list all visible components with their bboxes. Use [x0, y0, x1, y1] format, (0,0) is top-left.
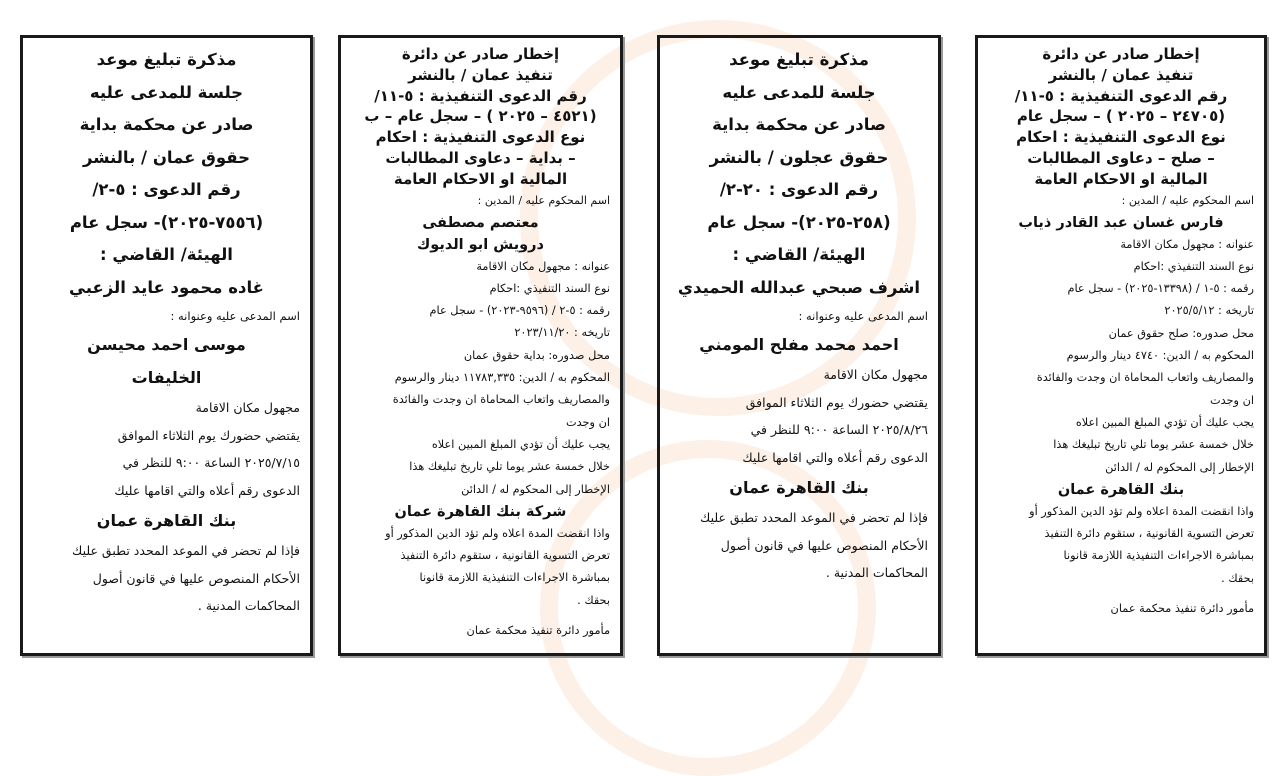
spacer [351, 612, 610, 620]
notice-text-line: الإخطار إلى المحكوم له / الدائن [461, 482, 610, 496]
notice-text-line: ٢٠٢٥/٧/١٥ الساعة ٩:٠٠ للنظر في [122, 455, 300, 470]
notice-heading-line: مذكرة تبليغ موعد [729, 50, 869, 69]
notice-text-line: تاريخه : ٢٠٢٥/٥/١٢ [1164, 304, 1254, 318]
notice-text-line: الدعوى رقم أعلاه والتي اقامها عليك [742, 449, 928, 465]
notice-text-line: واذا انقضت المدة اعلاه ولم تؤد الدين المذكور أو [1029, 504, 1254, 518]
notice-text-line: ان وجدت [565, 415, 610, 429]
notice-text-line: ان وجدت [1209, 393, 1254, 407]
notice-text-line: رقمه : ٥-١ / (١٣٣٩٨-٢٠٢٥) - سجل عام [1067, 282, 1254, 296]
notice-heading-line: إخطار صادر عن دائرة [1042, 45, 1200, 63]
notice-text-line: محل صدوره: صلح حقوق عمان [1108, 326, 1254, 340]
notice-heading-line: حقوق عجلون / بالنشر [709, 147, 889, 167]
notice-text-line: مجهول مكان الاقامة [195, 400, 300, 415]
notice-text-line: نوع السند التنفيذي :احكام [489, 281, 610, 295]
notice-heading-line: – بداية – دعاوى المطالبات [385, 148, 576, 167]
notice-heading-line: المالية او الاحكام العامة [1034, 169, 1208, 188]
notice-text-line: المحاكمات المدنية . [825, 565, 928, 580]
party-name: معتصم مصطفى [422, 214, 539, 231]
notice-text-line: بمباشرة الاجراءات التنفيذية اللازمة قانونا [419, 571, 610, 585]
notice-text-line: بحقك . [577, 593, 610, 607]
court-notice-hearing-ajloun [657, 35, 941, 656]
notice-heading-line: جلسة للمدعى عليه [89, 82, 244, 102]
notice-text-line: يجب عليك أن تؤدي المبلغ المبين اعلاه [431, 437, 610, 451]
notice-heading-line: تنفيذ عمان / بالنشر [408, 65, 553, 84]
notice-heading-line: الهيئة/ القاضي : [100, 245, 233, 264]
party-name: الخليفات [131, 368, 202, 387]
party-name: احمد محمد مفلح المومني [699, 335, 899, 354]
notice-heading-line: رقم الدعوى التنفيذية : ٥-١١/ [374, 86, 587, 105]
notice-heading-line: مذكرة تبليغ موعد [96, 50, 237, 69]
notice-heading-line: رقم الدعوى : ٥-٢/ [92, 180, 241, 199]
notice-text-line: تعرض التسوية القانونية ، ستقوم دائرة التنفيذ [400, 549, 610, 563]
notice-text-line: الأحكام المنصوص عليها في قانون أصول [720, 537, 928, 553]
execution-notice-fares [975, 35, 1267, 656]
notice-heading-line: رقم الدعوى التنفيذية : ٥-١١/ [1014, 86, 1228, 105]
notice-text-line: بحقك . [1221, 571, 1254, 585]
party-name: بنك القاهرة عمان [729, 478, 869, 497]
party-name: بنك القاهرة عمان [96, 511, 237, 530]
notice-heading-line: جلسة للمدعى عليه [722, 82, 876, 102]
notice-text-line: المحكوم به / الدين: ١١٧٨٣,٣٣٥ دينار والرسوم [394, 371, 610, 385]
notice-text-line: والمصاريف واتعاب المحاماة ان وجدت والفائدة [392, 393, 610, 407]
notice-heading-line: (٤٥٢١ – ٢٠٢٥ ) – سجل عام – ب [364, 107, 597, 126]
notice-heading-line: غاده محمود عايد الزعبي [69, 277, 264, 297]
notice-text-line: المحاكمات المدنية . [197, 598, 300, 613]
party-name: فارس غسان عبد القادر ذياب [1018, 214, 1224, 231]
execution-notice-motasem [338, 35, 623, 656]
notice-text-line: الإخطار إلى المحكوم له / الدائن [1105, 460, 1254, 474]
field-label: اسم المدعى عليه وعنوانه : [170, 309, 300, 323]
party-name: موسى احمد محيسن [87, 335, 246, 354]
notice-text-line: عنوانه : مجهول مكان الاقامة [1120, 237, 1254, 251]
notice-text-line: رقمه : ٥-٢ / (٩٥٩٦-٢٠٢٣) - سجل عام [429, 304, 610, 318]
notice-heading-line: (٢٤٧٠٥ – ٢٠٢٥ ) – سجل عام [1016, 107, 1226, 126]
notice-heading-line: حقوق عمان / بالنشر [82, 147, 251, 167]
party-name: درويش ابو الديوك [417, 236, 544, 253]
court-notice-hearing-amman [20, 35, 313, 656]
notice-heading-line: اشرف صبحي عبدالله الحميدي [677, 277, 921, 297]
field-label: اسم المحكوم عليه / المدين : [477, 193, 610, 207]
notice-heading-line: المالية او الاحكام العامة [393, 169, 568, 188]
spacer [988, 590, 1254, 598]
notice-text-line: مجهول مكان الاقامة [823, 367, 928, 382]
notice-heading-line: إخطار صادر عن دائرة [401, 45, 560, 63]
notice-heading-line: – صلح – دعاوى المطالبات [1027, 148, 1215, 167]
notice-text-line: واذا انقضت المدة اعلاه ولم تؤد الدين المذكور أو [385, 526, 610, 540]
notice-heading-line: تنفيذ عمان / بالنشر [1048, 65, 1194, 84]
notice-text-line: مأمور دائرة تنفيذ محكمة عمان [1110, 602, 1254, 616]
notice-heading-line: رقم الدعوى : ٢٠-٢/ [719, 180, 879, 199]
field-label: اسم المدعى عليه وعنوانه : [798, 309, 928, 323]
notice-text-line: ٢٠٢٥/٨/٢٦ الساعة ٩:٠٠ للنظر في [750, 422, 928, 437]
notice-text-line: تعرض التسوية القانونية ، ستقوم دائرة التنفيذ [1044, 527, 1254, 541]
notice-text-line: تاريخه : ٢٠٢٣/١١/٢٠ [514, 326, 610, 340]
notice-text-line: عنوانه : مجهول مكان الاقامة [476, 259, 610, 273]
notice-text-line: بمباشرة الاجراءات التنفيذية اللازمة قانونا [1063, 549, 1254, 563]
notice-text-line: المحكوم به / الدين: ٤٧٤٠ دينار والرسوم [1066, 349, 1254, 363]
notice-text-line: نوع السند التنفيذي :احكام [1133, 259, 1254, 273]
notice-text-line: الدعوى رقم أعلاه والتي اقامها عليك [114, 482, 300, 498]
notice-text-line: خلال خمسة عشر يوما تلي تاريخ تبليغك هذا [1053, 438, 1254, 452]
field-label: اسم المحكوم عليه / المدين : [1121, 193, 1254, 207]
party-name: شركة بنك القاهرة عمان [394, 503, 567, 520]
notice-text-line: مأمور دائرة تنفيذ محكمة عمان [466, 624, 610, 638]
notice-heading-line: صادر عن محكمة بداية [79, 115, 254, 134]
notice-text-line: خلال خمسة عشر يوما تلي تاريخ تبليغك هذا [409, 460, 610, 474]
notice-heading-line: نوع الدعوى التنفيذية : احكام [375, 128, 586, 147]
notice-text-line: الأحكام المنصوص عليها في قانون أصول [92, 570, 300, 586]
notice-heading-line: (٢٥٨-٢٠٢٥)- سجل عام [707, 212, 891, 232]
notice-text-line: يقتضي حضورك يوم الثلاثاء الموافق [745, 394, 928, 410]
party-name: بنك القاهرة عمان [1057, 481, 1185, 498]
notice-text-line: والمصاريف واتعاب المحاماة ان وجدت والفائدة [1036, 371, 1254, 385]
notice-text-line: فإذا لم تحضر في الموعد المحدد تطبق عليك [700, 510, 928, 525]
notice-text-line: يجب عليك أن تؤدي المبلغ المبين اعلاه [1075, 415, 1254, 429]
notice-text-line: محل صدوره: بداية حقوق عمان [463, 348, 610, 362]
notice-heading-line: (٧٥٥٦-٢٠٢٥)- سجل عام [69, 212, 264, 232]
notice-heading-line: صادر عن محكمة بداية [712, 115, 886, 134]
notice-text-line: يقتضي حضورك يوم الثلاثاء الموافق [117, 427, 300, 443]
notice-text-line: فإذا لم تحضر في الموعد المحدد تطبق عليك [72, 543, 300, 558]
notice-heading-line: الهيئة/ القاضي : [732, 245, 866, 264]
notice-heading-line: نوع الدعوى التنفيذية : احكام [1016, 128, 1226, 147]
